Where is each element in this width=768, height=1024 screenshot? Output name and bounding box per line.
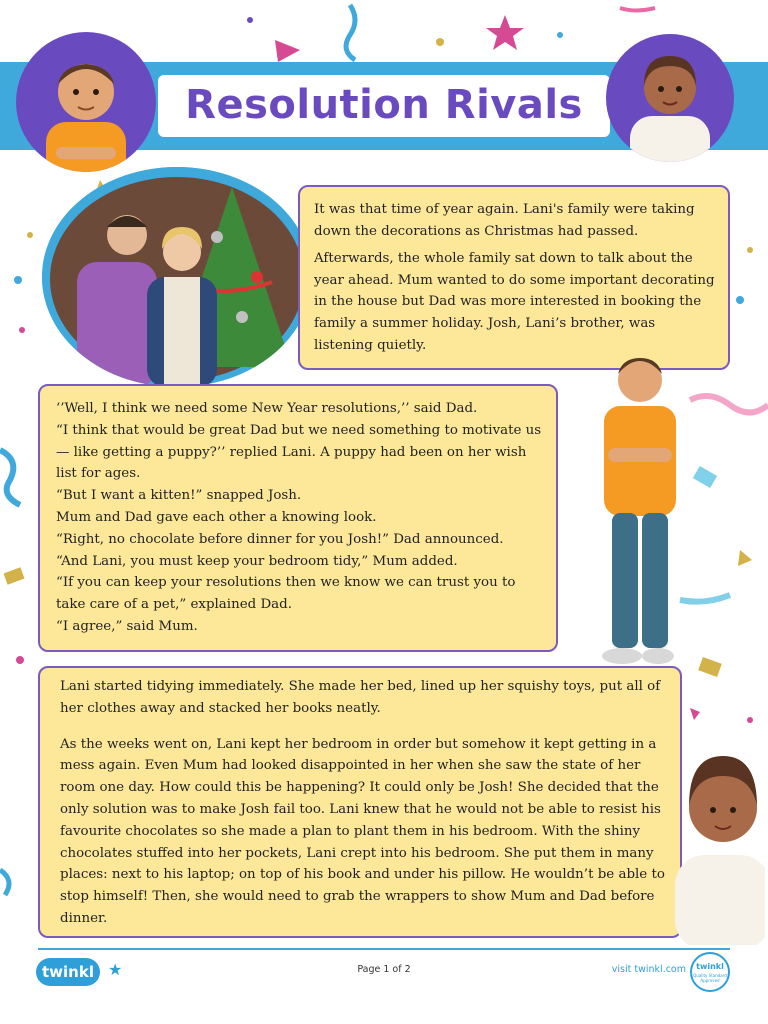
badge-subtitle: Quality Standard Approved: [693, 973, 727, 983]
page-title: Resolution Rivals: [185, 82, 583, 128]
star-icon: ★: [108, 960, 123, 979]
girl-avatar-icon: [606, 34, 734, 162]
story-box-dialogue: [38, 384, 558, 652]
story-box-intro: [298, 185, 730, 370]
boy-standing-illustration: [590, 348, 690, 678]
story-paragraph: It was that time of year again. Lani's family were taking down the decorations as Christmas had passed.: [314, 202, 695, 239]
twinkl-logo[interactable]: twinkl: [36, 958, 100, 986]
dialogue-line: “And Lani, you must keep your bedroom tidy,” Mum added.: [56, 553, 458, 569]
parents-christmas-tree-illustration: [42, 167, 312, 387]
boy-avatar-icon: [16, 32, 156, 172]
footer-divider: [38, 948, 730, 950]
story-paragraph: Afterwards, the whole family sat down to talk about the year ahead. Mum wanted to do some important decorating in the house but Dad was more interested in booking the family a summer holiday. Josh, Lani’s brother, was listening quietly.: [314, 251, 715, 353]
badge-title: twinkl: [696, 962, 724, 971]
quality-badge-icon: [690, 952, 730, 992]
dialogue-line: ‘’Well, I think we need some New Year resolutions,’’ said Dad.: [56, 401, 478, 416]
dialogue-line: “I agree,” said Mum.: [56, 618, 198, 634]
dialogue-line: “But I want a kitten!” snapped Josh.: [56, 488, 302, 504]
story-paragraph: Lani started tidying immediately. She made her bed, lined up her squishy toys, put all of her clothes away and stacked her books neatly.: [60, 679, 661, 716]
website-link[interactable]: visit twinkl.com: [611, 964, 686, 975]
dialogue-line: Mum and Dad gave each other a knowing look.: [56, 509, 377, 525]
dialogue-line: “Right, no chocolate before dinner for you Josh!” Dad announced.: [56, 531, 504, 547]
story-paragraph: As the weeks went on, Lani kept her bedroom in order but somehow it kept getting in a mess again. Even Mum had looked disappointed in her when she saw the state of her room one day. How could this be happening? It could only be Josh! She decided that the only solution was to make Josh fail too. Lani knew that he would not be able to resist his favourite chocolates so she made a plan to plant them in his bedroom. With the shiny chocolates stuffed into her pockets, Lani crept into his bedroom. She put them in many places: next to his laptop; on top of his book and under his pillow. He wouldn’t be able to stop himself! Then, she would need to grab the wrappers to show Mum and Dad before dinner.: [60, 736, 665, 926]
girl-portrait-illustration: [675, 740, 765, 945]
dialogue-line: “If you can keep your resolutions then we know we can trust you to take care of a pet,” explained Dad.: [56, 575, 516, 613]
page-number: Page 1 of 2: [357, 964, 411, 975]
dialogue-line: “I think that would be great Dad but we need something to motivate us — like getting a puppy?’’ replied Lani. A puppy had been on her wish list for ages.: [56, 422, 542, 482]
story-box-plan: [38, 666, 682, 938]
